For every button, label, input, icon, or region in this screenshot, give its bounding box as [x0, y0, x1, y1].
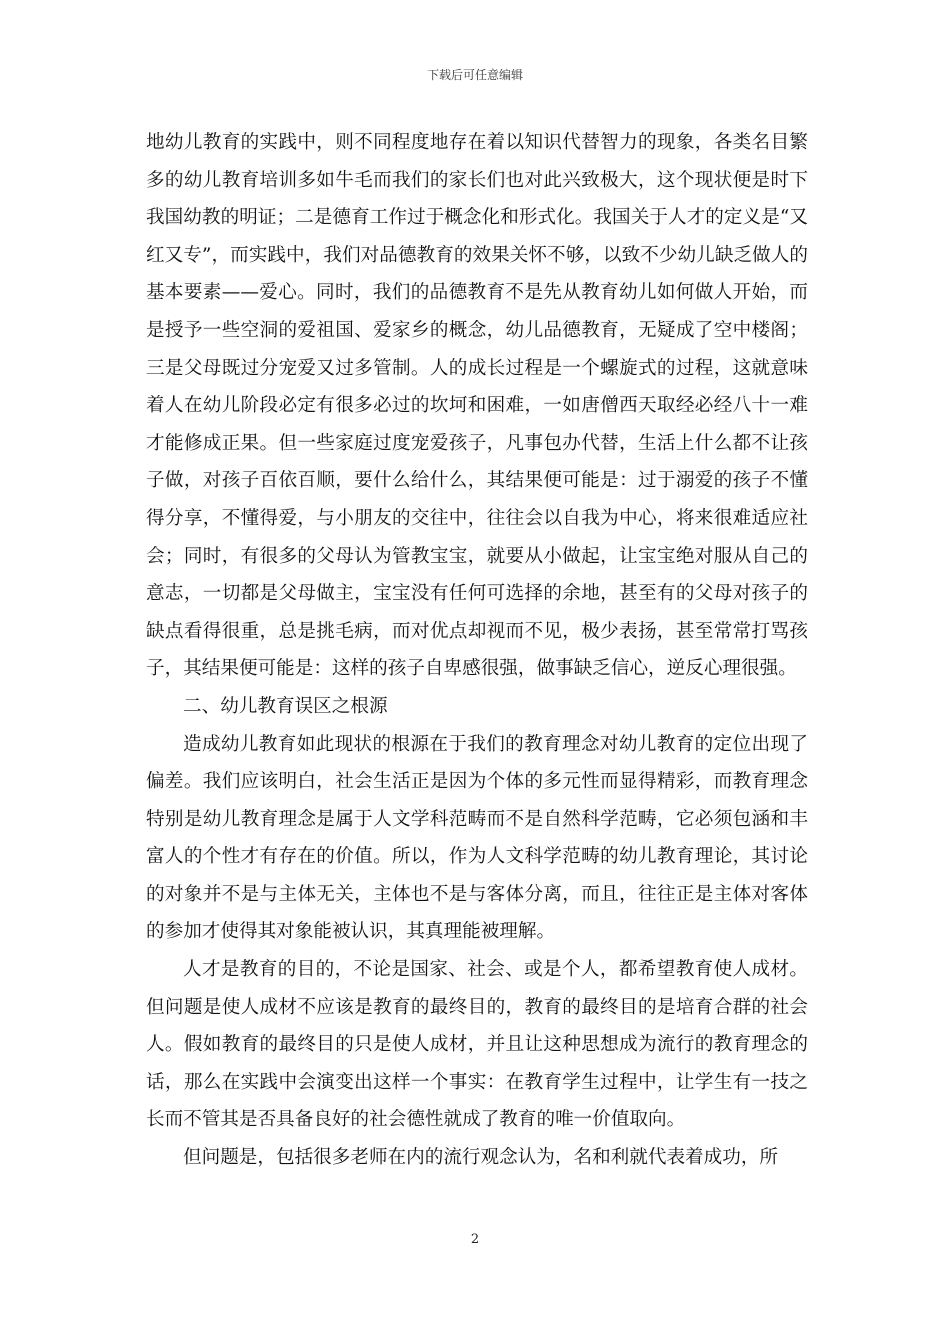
section-heading: 二、幼儿教育误区之根源: [183, 695, 388, 717]
page-number: 2: [470, 1232, 480, 1247]
paragraph-continuation: 地幼儿教育的实践中，则不同程度地存在着以知识代替智力的现象，各类名目繁多的幼儿教育培训多如牛毛而我们的家长们也对此兴致极大，这个现状便是时下我国幼教的明证；二是德育工作过于概念化和形式化。我国关于人才的定义是“又红又专”，而实践中，我们对品德教育的效果关怀不够，以致不少幼儿缺乏做人的基本要素——爱心。同时，我们的品德教育不是先从教育幼儿如何做人开始，而是授予一些空洞的爱祖国、爱家乡的概念，幼儿品德教育，无疑成了空中楼阁；三是父母既过分宠爱又过多管制。人的成长过程是一个螺旋式的过程，这就意味着人在幼儿阶段必定有很多必过的坎坷和困难，一如唐僧西天取经必经八十一难才能修成正果。但一些家庭过度宠爱孩子，凡事包办代替，生活上什么都不让孩子做，对孩子百依百顺，要什么给什么，其结果便可能是：过于溺爱的孩子不懂得分享，不懂得爱，与小朋友的交往中，往往会以自我为中心，将来很难适应社会；同时，有很多的父母认为管教宝宝，就要从小做起，让宝宝绝对服从自己的意志，一切都是父母做主，宝宝没有任何可选择的余地，甚至有的父母对孩子的缺点看得很重，总是挑毛病，而对优点却视而不见，极少表扬，甚至常常打骂孩子，其结果便可能是：这样的孩子自卑感很强，做事缺乏信心，逆反心理很强。: [146, 132, 808, 680]
paragraph: 但问题是，包括很多老师在内的流行观念认为，名和利就代表着成功，所: [183, 1147, 779, 1169]
paragraph: 人才是教育的目的，不论是国家、社会、或是个人，都希望教育使人成材。但问题是使人成材不应该是教育的最终目的，教育的最终目的是培育合群的社会人。假如教育的最终目的只是使人成材，并且让这种思想成为流行的教育理念的话，那么在实践中会演变出这样一个事实：在教育学生过程中，让学生有一技之长而不管其是否具备良好的社会德性就成了教育的唯一价值取向。: [146, 959, 808, 1131]
page-header: 下载后可任意编辑: [426, 68, 523, 82]
document-body: [146, 124, 808, 1177]
paragraph: 造成幼儿教育如此现状的根源在于我们的教育理念对幼儿教育的定位出现了偏差。我们应该明白，社会生活正是因为个体的多元性而显得精彩，而教育理念特别是幼儿教育理念是属于人文学科范畴而不是自然科学范畴，它必须包涵和丰富人的个性才有存在的价值。所以，作为人文科学范畴的幼儿教育理论，其讨论的对象并不是与主体无关，主体也不是与客体分离，而且，往往正是主体对客体的参加才使得其对象能被认识，其真理能被理解。: [146, 733, 808, 943]
